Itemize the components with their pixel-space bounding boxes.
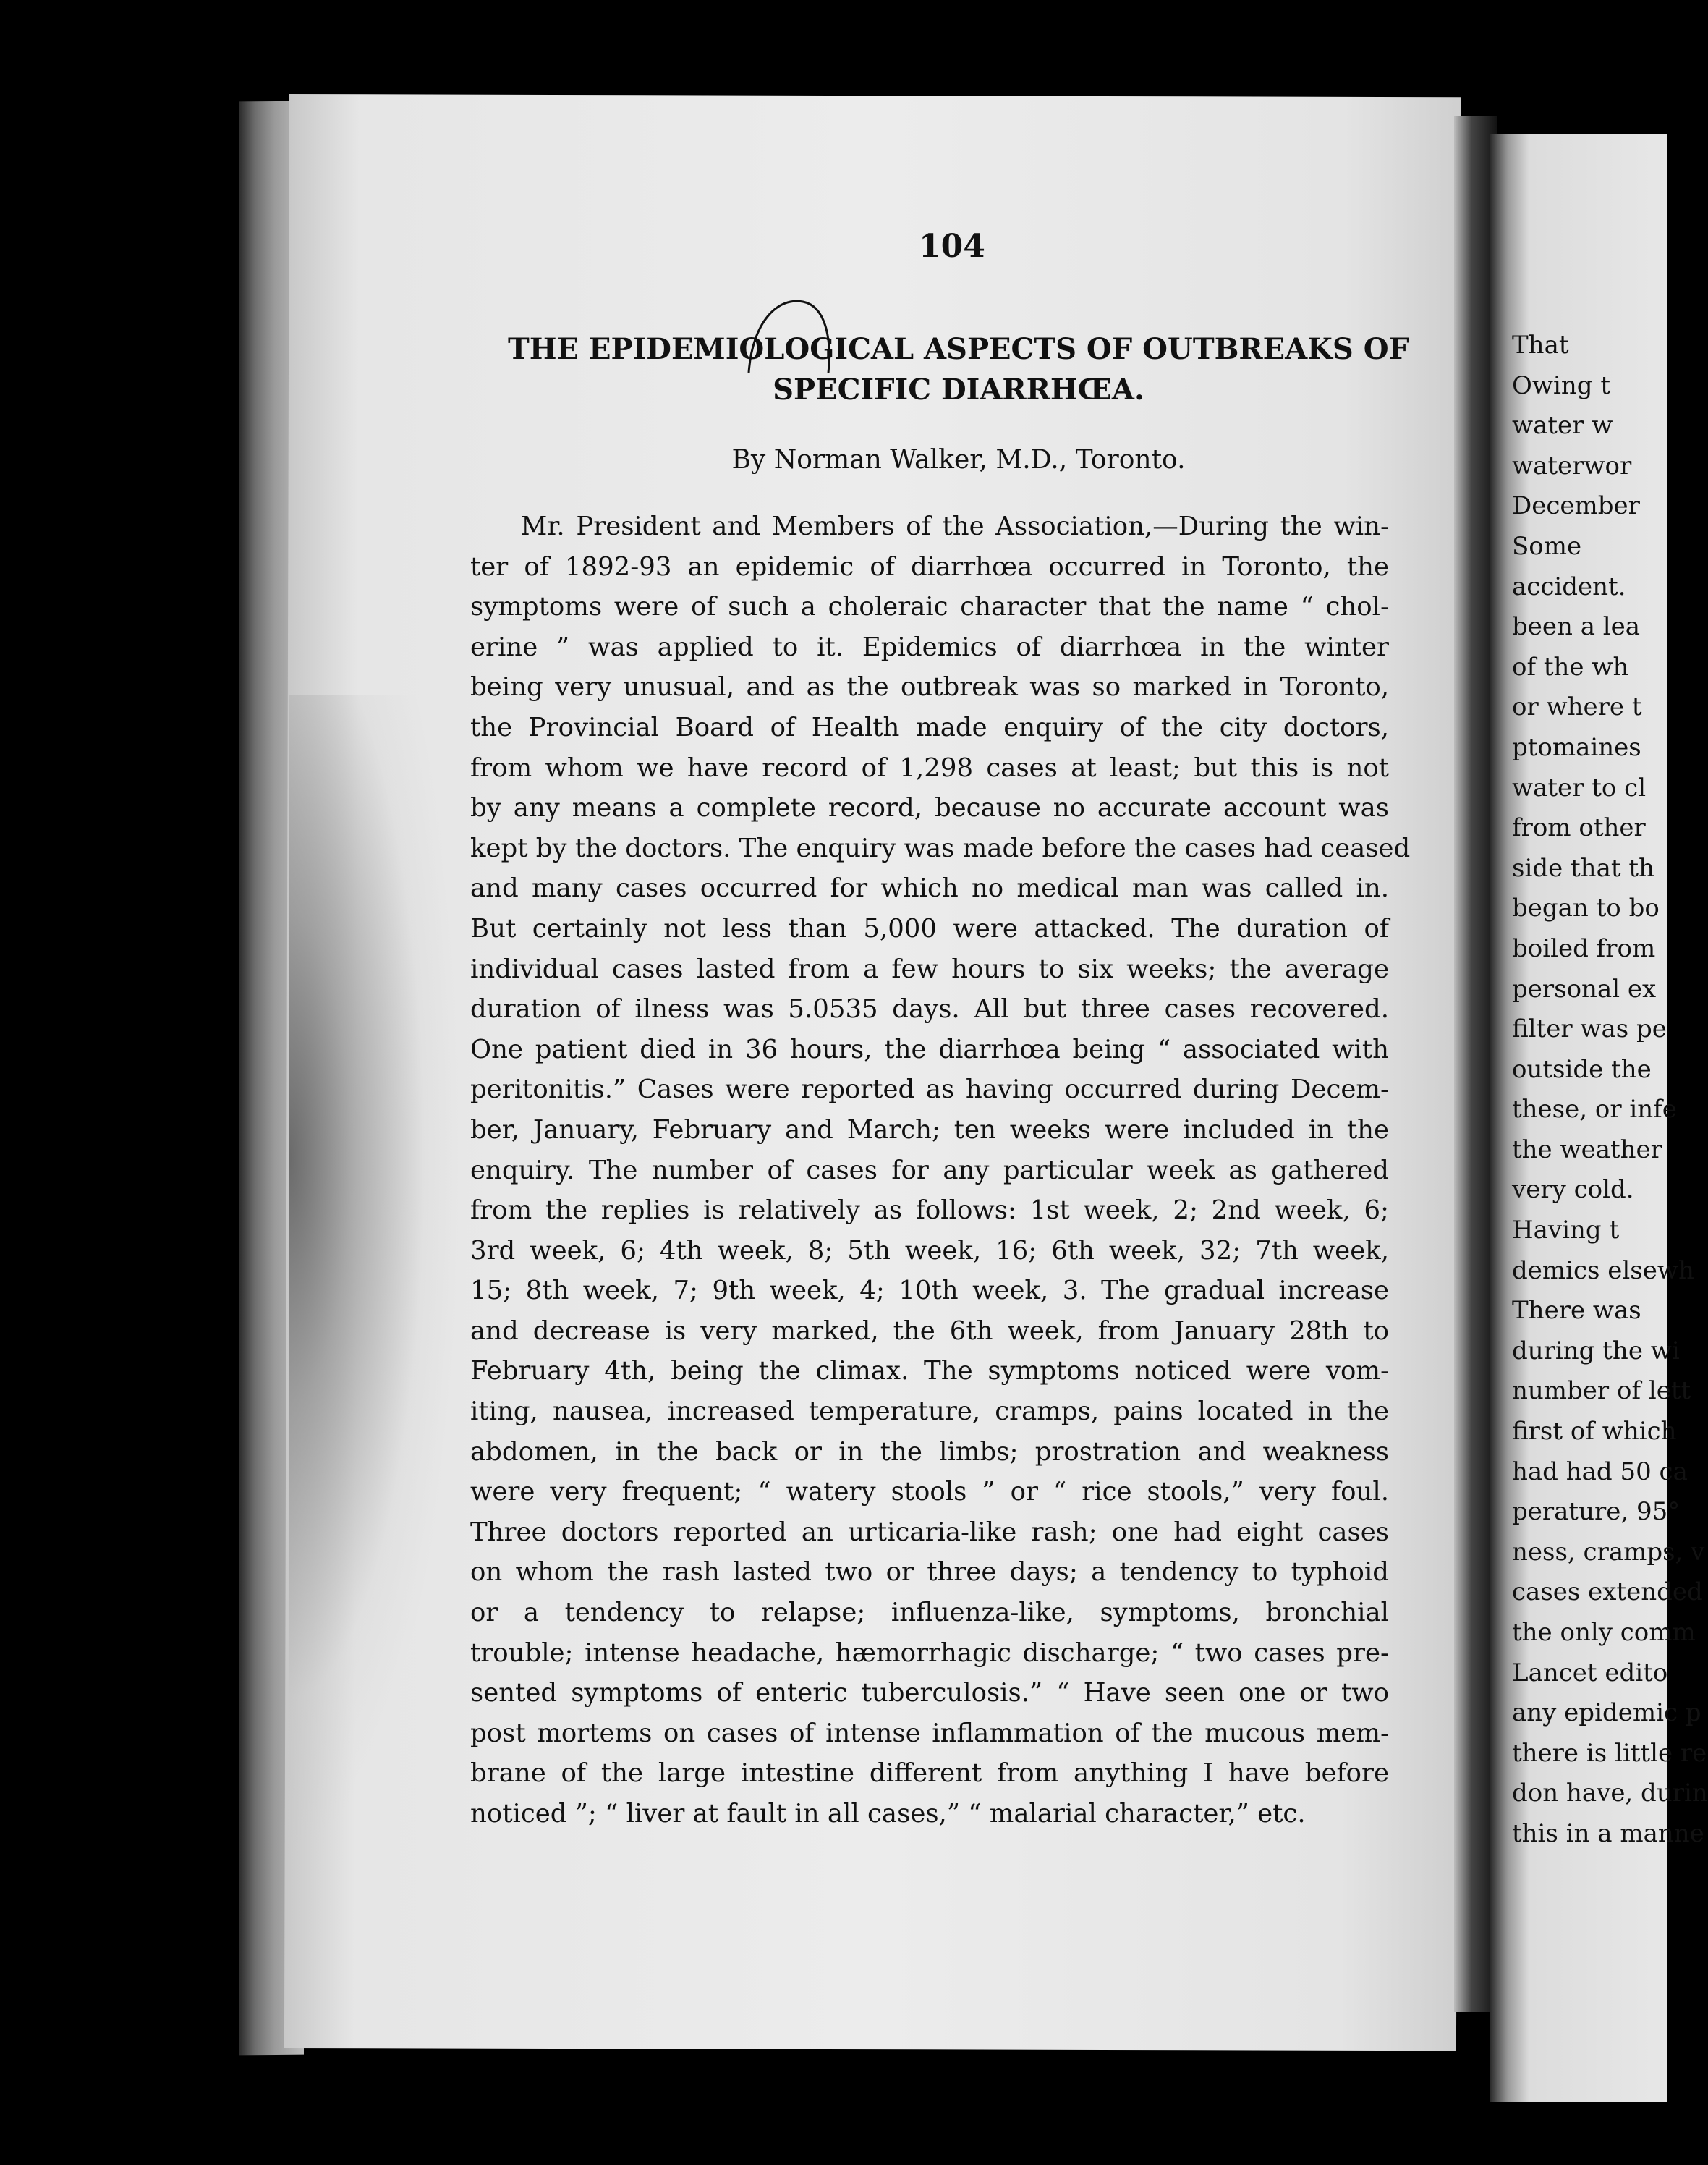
body-line: Three doctors reported an urticaria-like rash; one had eight cases xyxy=(470,1517,1389,1547)
body-line: 3rd week, 6; 4th week, 8; 5th week, 16; 6th week, 32; 7th week, xyxy=(470,1235,1389,1266)
body-line: February 4th, being the climax. The symptoms noticed were vom- xyxy=(470,1356,1389,1386)
right-page-line: ptomaines xyxy=(1512,732,1641,762)
body-line: enquiry. The number of cases for any particular week as gathered xyxy=(470,1155,1389,1185)
right-page-line: began to bo xyxy=(1512,894,1660,923)
right-page-line: There was xyxy=(1512,1296,1641,1326)
right-page-line: personal ex xyxy=(1512,974,1657,1004)
body-line: peritonitis.” Cases were reported as having occurred during Decem- xyxy=(470,1075,1389,1105)
right-page-line: number of lett xyxy=(1512,1376,1691,1406)
body-line: the Provincial Board of Health made enquiry of the city doctors, xyxy=(470,712,1389,742)
body-line: post mortems on cases of intense inflammation of the mucous mem- xyxy=(470,1718,1389,1748)
body-line: and many cases occurred for which no medical man was called in. xyxy=(470,873,1389,904)
body-line: and decrease is very marked, the 6th week, from January 28th to xyxy=(470,1315,1389,1346)
right-page-line: had had 50 ca xyxy=(1512,1457,1688,1486)
body-line: symptoms were of such a choleraic character that the name “ chol- xyxy=(470,592,1389,622)
article-byline: By Norman Walker, M.D., Toronto. xyxy=(731,445,1186,475)
body-line: erine ” was applied to it. Epidemics of diarrhœa in the winter xyxy=(470,632,1389,662)
body-line: But certainly not less than 5,000 were attacked. The duration of xyxy=(470,913,1389,944)
right-page-line: first of which xyxy=(1512,1417,1677,1446)
right-page-line: Some xyxy=(1512,531,1582,561)
body-line: by any means a complete record, because no accurate account was xyxy=(470,793,1389,823)
right-page-line: water to cl xyxy=(1512,773,1647,802)
body-line: abdomen, in the back or in the limbs; prostration and weakness xyxy=(470,1436,1389,1467)
right-page-line: there is little re xyxy=(1512,1738,1707,1768)
body-line: kept by the doctors. The enquiry was made before the cases had ceased xyxy=(470,833,1411,863)
right-page-line: the weather xyxy=(1512,1135,1662,1164)
right-page-line: Owing t xyxy=(1512,370,1610,400)
body-line: 15; 8th week, 7; 9th week, 4; 10th week, 3. The gradual increase xyxy=(470,1276,1389,1306)
body-line: being very unusual, and as the outbreak was so marked in Toronto, xyxy=(470,672,1389,703)
right-page-line: been a lea xyxy=(1512,612,1641,642)
right-page-line: That xyxy=(1512,331,1569,360)
body-line: sented symptoms of enteric tuberculosis.” “ Have seen one or two xyxy=(470,1678,1389,1708)
water-stain xyxy=(289,695,463,1852)
body-line: Mr. President and Members of the Association,—During the win- xyxy=(521,512,1389,541)
right-page-line: outside the xyxy=(1512,1054,1652,1084)
right-page-line: Having t xyxy=(1512,1216,1620,1245)
body-line: from whom we have record of 1,298 cases at least; but this is not xyxy=(470,753,1389,783)
body-line: on whom the rash lasted two or three days; a tendency to typhoid xyxy=(470,1557,1389,1588)
right-page-line: perature, 95° xyxy=(1512,1497,1681,1527)
right-page-line: Lancet edito xyxy=(1512,1658,1668,1687)
body-line: individual cases lasted from a few hours to six weeks; the average xyxy=(470,954,1389,984)
article-title: THE EPIDEMIOLOGICAL ASPECTS OF OUTBREAKS OF SPECIFIC DIARRHŒA. xyxy=(508,332,1409,407)
right-page-line: demics elsewh xyxy=(1512,1255,1694,1285)
body-line: iting, nausea, increased temperature, cramps, pains located in the xyxy=(470,1397,1389,1427)
right-page-line: these, or infe xyxy=(1512,1095,1677,1124)
right-page-line: any epidemic p xyxy=(1512,1698,1701,1728)
right-page-line: during the wi xyxy=(1512,1336,1680,1365)
body-line: ber, January, February and March; ten weeks were included in the xyxy=(470,1114,1389,1145)
right-page-line: side that th xyxy=(1512,853,1654,883)
page-number: 104 xyxy=(919,228,985,265)
body-line: trouble; intense headache, hæmorrhagic discharge; “ two cases pre- xyxy=(470,1637,1389,1668)
right-page-line: waterwor xyxy=(1512,451,1632,480)
body-line: were very frequent; “ watery stools ” or “ rice stools,” very foul. xyxy=(470,1477,1389,1507)
right-page-line: boiled from xyxy=(1512,933,1656,963)
article-body xyxy=(470,507,1411,1834)
right-page-line: December xyxy=(1512,491,1640,521)
right-page-line: this in a manne xyxy=(1512,1818,1704,1848)
body-line: from the replies is relatively as follows: 1st week, 2; 2nd week, 6; xyxy=(470,1195,1389,1226)
right-page-line: cases extended xyxy=(1512,1577,1703,1607)
right-page-line: water w xyxy=(1512,411,1613,441)
body-line: or a tendency to relapse; influenza-like, symptoms, bronchial xyxy=(470,1598,1389,1628)
right-page-line: filter was pe xyxy=(1512,1014,1667,1044)
right-page-line: the only comm xyxy=(1512,1618,1696,1647)
body-line: noticed ”; “ liver at fault in all cases,” “ malarial character,” etc. xyxy=(470,1799,1306,1829)
right-page-line: ness, cramps, v xyxy=(1512,1537,1705,1567)
right-page-line: very cold. xyxy=(1512,1175,1634,1205)
right-page-line: don have, durin xyxy=(1512,1779,1708,1808)
body-line: duration of ilness was 5.0535 days. All but three cases recovered. xyxy=(470,994,1389,1025)
right-page-line: or where t xyxy=(1512,692,1642,722)
body-line: One patient died in 36 hours, the diarrhœa being “ associated with xyxy=(470,1034,1389,1064)
right-page-text xyxy=(1512,326,1708,1855)
right-page-line: of the wh xyxy=(1512,652,1629,682)
right-page-line: from other xyxy=(1512,813,1646,843)
body-line: ter of 1892-93 an epidemic of diarrhœa occurred in Toronto, the xyxy=(470,551,1389,582)
right-page-line: accident. xyxy=(1512,572,1626,601)
body-line: brane of the large intestine different from anything I have before xyxy=(470,1758,1389,1789)
